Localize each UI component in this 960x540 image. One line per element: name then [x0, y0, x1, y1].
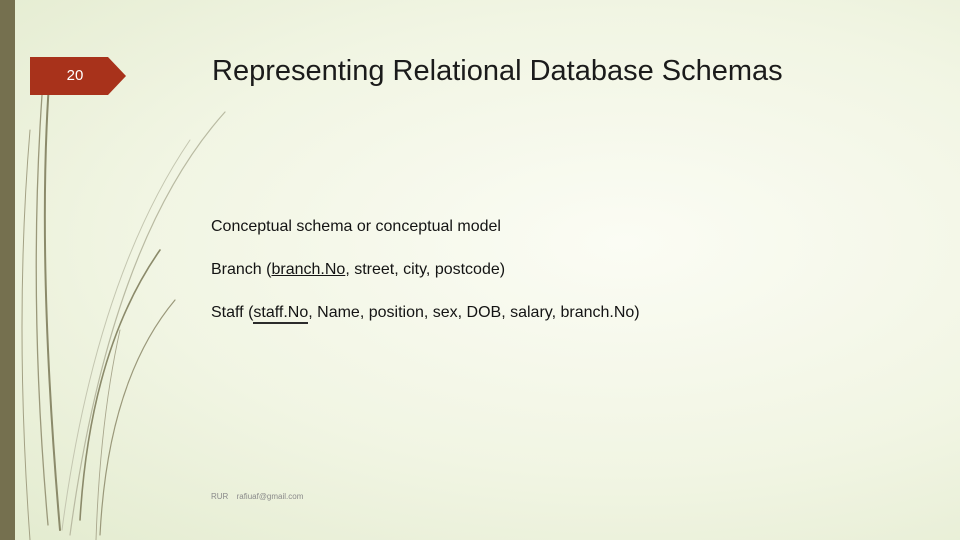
staff-relation-name: Staff	[211, 304, 244, 321]
staff-relation	[211, 304, 640, 322]
staff-primary-key: staff.No	[253, 304, 308, 324]
slide-title: Representing Relational Database Schemas	[212, 55, 783, 87]
slide-number: 20	[66, 67, 84, 84]
slide-number-tab	[30, 57, 126, 95]
branch-relation	[211, 261, 505, 279]
slide-footer	[211, 492, 309, 501]
staff-open-paren: (	[243, 304, 254, 321]
branch-primary-key: branch.No	[271, 261, 346, 278]
branch-relation-name: Branch	[211, 261, 262, 278]
branch-attributes: , street, city, postcode)	[345, 261, 506, 278]
staff-attributes: , Name, position, sex, DOB, salary, branch.No)	[308, 304, 640, 321]
branch-open-paren: (	[261, 261, 272, 278]
conceptual-schema-heading: Conceptual schema or conceptual model	[211, 218, 501, 235]
footer-author: RUR	[211, 492, 229, 501]
footer-email: rafiuaf@gmail.com	[236, 492, 304, 501]
